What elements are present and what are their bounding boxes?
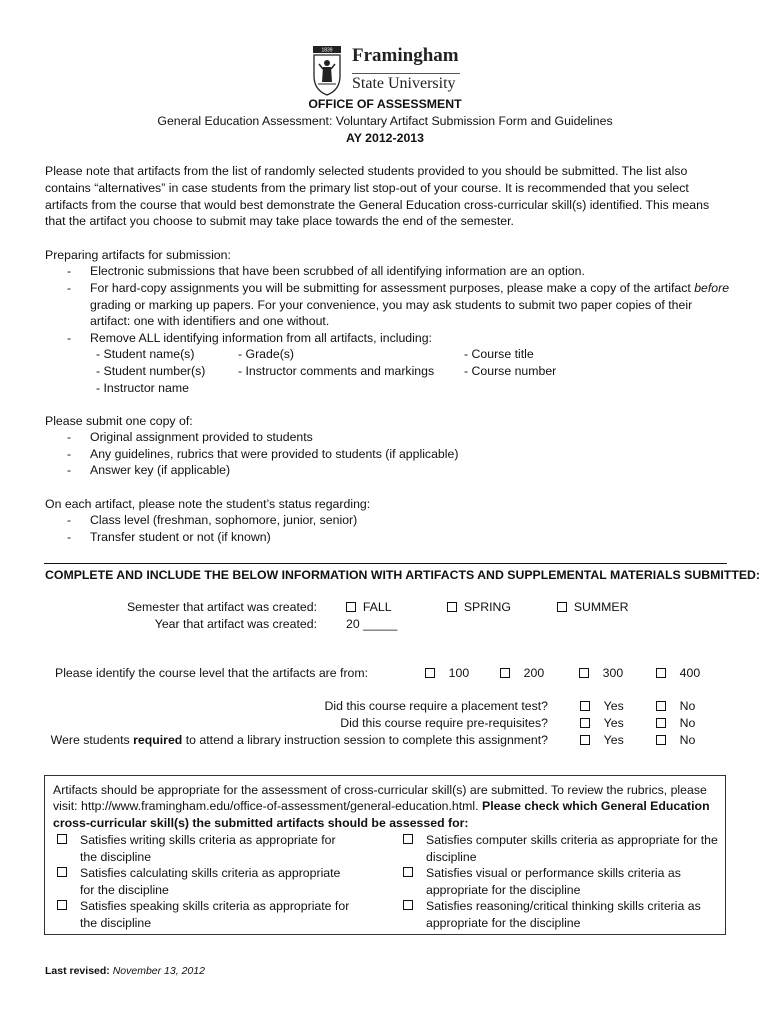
option-label: 400 <box>679 666 701 680</box>
office-title: OFFICE OF ASSESSMENT <box>308 97 462 111</box>
option-label: SUMMER <box>573 600 629 614</box>
logo-divider <box>352 73 460 74</box>
option-label: 100 <box>448 666 470 680</box>
option-label: Yes <box>603 699 624 713</box>
speaking-skill-label: the discipline <box>80 916 152 930</box>
emphasis-text: before <box>694 281 730 295</box>
year-label: Year that artifact was created: <box>154 617 317 631</box>
list-item-continuation: grading or marking up papers. For your convenience, you may ask students to submit two paper copies of their <box>90 298 693 312</box>
course-level-400-option[interactable] <box>656 665 700 682</box>
list-item-text: Original assignment provided to students <box>90 430 313 444</box>
reasoning-skill-label: appropriate for the discipline <box>426 916 581 930</box>
computer-skill-label: Satisfies computer skills criteria as appropriate for the <box>426 833 718 847</box>
calculating-skill-label: for the discipline <box>80 883 169 897</box>
bullet-dash: - <box>67 430 72 444</box>
sub-item: - Instructor name <box>96 381 189 395</box>
course-level-label: Please identify the course level that the artifacts are from: <box>55 666 369 680</box>
list-item-text: Class level (freshman, sophomore, junior, senior) <box>90 513 358 527</box>
skills-intro-line: Artifacts should be appropriate for the assessment of cross-curricular skill(s) are submitted. To review the rubrics, please <box>53 783 707 797</box>
semester-summer-option[interactable] <box>557 599 629 616</box>
checkbox[interactable] <box>580 701 590 711</box>
logo-name-line1: Framingham <box>352 45 459 66</box>
writing-skill-label: Satisfies writing skills criteria as appropriate for <box>80 833 336 847</box>
seal-year: 1839 <box>321 47 333 54</box>
intro-line: artifacts from the course that would best demonstrate the General Education cross-curricular skill(s) identified. This means <box>45 198 710 212</box>
list-item-text: Answer key (if applicable) <box>90 463 231 477</box>
writing-skill-label: the discipline <box>80 850 152 864</box>
emphasis-text: required <box>133 733 183 747</box>
list-item <box>45 429 313 446</box>
bullet-dash: - <box>67 331 72 345</box>
sub-item: - Course number <box>464 364 557 378</box>
checkbox[interactable] <box>656 718 666 728</box>
placement-yes-option[interactable] <box>580 698 624 715</box>
preparing-heading: Preparing artifacts for submission: <box>45 248 231 262</box>
computer-skill-label: discipline <box>426 850 477 864</box>
bullet-dash: - <box>67 513 72 527</box>
list-item-text: Any guidelines, rubrics that were provided to students (if applicable) <box>90 447 459 461</box>
skills-intro-line: cross-curricular skill(s) the submitted artifacts should be assessed for: <box>53 816 469 830</box>
checkbox[interactable] <box>557 602 567 612</box>
reasoning-skill-checkbox[interactable] <box>403 900 413 910</box>
checkbox[interactable] <box>656 668 666 678</box>
list-item-text: Remove ALL identifying information from all artifacts, including: <box>90 331 432 345</box>
last-revised <box>45 963 205 980</box>
checkbox[interactable] <box>500 668 510 678</box>
bullet-dash: - <box>67 281 72 295</box>
list-item <box>45 280 729 297</box>
question-text: Were students <box>50 733 134 747</box>
library-question <box>0 732 548 749</box>
writing-skill-checkbox[interactable] <box>57 834 67 844</box>
calculating-skill-checkbox[interactable] <box>57 867 67 877</box>
academic-year: AY 2012-2013 <box>346 131 424 145</box>
section-divider <box>44 563 727 564</box>
sub-item: - Course title <box>464 347 534 361</box>
library-no-option[interactable] <box>656 732 695 749</box>
semester-label: Semester that artifact was created: <box>126 600 317 614</box>
visual-skill-label: Satisfies visual or performance skills criteria as <box>426 866 681 880</box>
sub-item: - Instructor comments and markings <box>238 364 435 378</box>
option-label: Yes <box>603 716 624 730</box>
course-level-100-option[interactable] <box>425 665 469 682</box>
list-item <box>45 330 432 347</box>
checkbox[interactable] <box>580 718 590 728</box>
year-field[interactable]: 20 _____ <box>346 617 398 631</box>
placement-no-option[interactable] <box>656 698 695 715</box>
visual-skill-checkbox[interactable] <box>403 867 413 877</box>
speaking-skill-checkbox[interactable] <box>57 900 67 910</box>
intro-line: that the artifact you choose to submit may take place towards the end of the semester. <box>45 214 514 228</box>
prereq-no-option[interactable] <box>656 715 695 732</box>
sub-item: - Student name(s) <box>96 347 195 361</box>
sub-item: - Student number(s) <box>96 364 206 378</box>
list-item <box>45 263 585 280</box>
option-label: Yes <box>603 733 624 747</box>
prereq-question: Did this course require pre-requisites? <box>340 716 548 730</box>
sub-item: - Grade(s) <box>238 347 295 361</box>
course-level-200-option[interactable] <box>500 665 544 682</box>
form-subtitle: General Education Assessment: Voluntary Artifact Submission Form and Guidelines <box>157 114 613 128</box>
calculating-skill-label: Satisfies calculating skills criteria as appropriate <box>80 866 341 880</box>
status-heading: On each artifact, please note the student’s status regarding: <box>45 497 371 511</box>
list-item-continuation: artifact: one with identifiers and one without. <box>90 314 330 328</box>
skills-intro-bold: Please check which General Education <box>482 799 710 813</box>
checkbox[interactable] <box>447 602 457 612</box>
bullet-dash: - <box>67 463 72 477</box>
question-text: to attend a library instruction session to complete this assignment? <box>182 733 548 747</box>
visual-skill-label: appropriate for the discipline <box>426 883 581 897</box>
logo-name-line2: State University <box>352 75 456 92</box>
checkbox[interactable] <box>656 701 666 711</box>
option-label: No <box>679 716 696 730</box>
list-item <box>45 462 230 479</box>
complete-heading: COMPLETE AND INCLUDE THE BELOW INFORMATION WITH ARTIFACTS AND SUPPLEMENTAL MATERIALS SUBMITTED: <box>45 568 761 582</box>
option-label: 200 <box>523 666 545 680</box>
checkbox[interactable] <box>346 602 356 612</box>
university-logo <box>310 46 460 96</box>
placement-question: Did this course require a placement test? <box>324 699 548 713</box>
bullet-dash: - <box>67 447 72 461</box>
bullet-dash: - <box>67 530 72 544</box>
course-level-300-option[interactable] <box>579 665 623 682</box>
list-item <box>45 529 271 546</box>
option-label: No <box>679 699 696 713</box>
university-seal-icon <box>310 46 344 96</box>
semester-spring-option[interactable] <box>447 599 511 616</box>
last-revised-label: Last revised: <box>45 965 113 977</box>
list-item-text: Transfer student or not (if known) <box>90 530 271 544</box>
option-label: No <box>679 733 696 747</box>
prereq-yes-option[interactable] <box>580 715 624 732</box>
list-item-text: Electronic submissions that have been scrubbed of all identifying information are an option. <box>90 264 585 278</box>
skills-intro-text: visit: http://www.framingham.edu/office-of-assessment/general-education.html. <box>53 799 482 813</box>
list-item <box>45 512 357 529</box>
option-label: FALL <box>362 600 392 614</box>
intro-line: contains “alternatives” in case students from the primary list stop-out of your course. It is recommended that you select <box>45 181 689 195</box>
skills-intro-line <box>53 798 710 815</box>
computer-skill-checkbox[interactable] <box>403 834 413 844</box>
checkbox[interactable] <box>579 668 589 678</box>
option-label: SPRING <box>463 600 511 614</box>
library-yes-option[interactable] <box>580 732 624 749</box>
checkbox[interactable] <box>425 668 435 678</box>
checkbox[interactable] <box>656 735 666 745</box>
option-label: 300 <box>602 666 624 680</box>
submit-heading: Please submit one copy of: <box>45 414 193 428</box>
list-item-text: For hard-copy assignments you will be submitting for assessment purposes, please make a copy of the artifact <box>90 281 695 295</box>
list-item <box>45 446 458 463</box>
semester-fall-option[interactable] <box>346 599 392 616</box>
checkbox[interactable] <box>580 735 590 745</box>
reasoning-skill-label: Satisfies reasoning/critical thinking skills criteria as <box>426 899 701 913</box>
last-revised-date: November 13, 2012 <box>112 965 205 977</box>
bullet-dash: - <box>67 264 72 278</box>
intro-line: Please note that artifacts from the list of randomly selected students provided to you should be submitted. The list also <box>45 164 688 178</box>
speaking-skill-label: Satisfies speaking skills criteria as appropriate for <box>80 899 350 913</box>
